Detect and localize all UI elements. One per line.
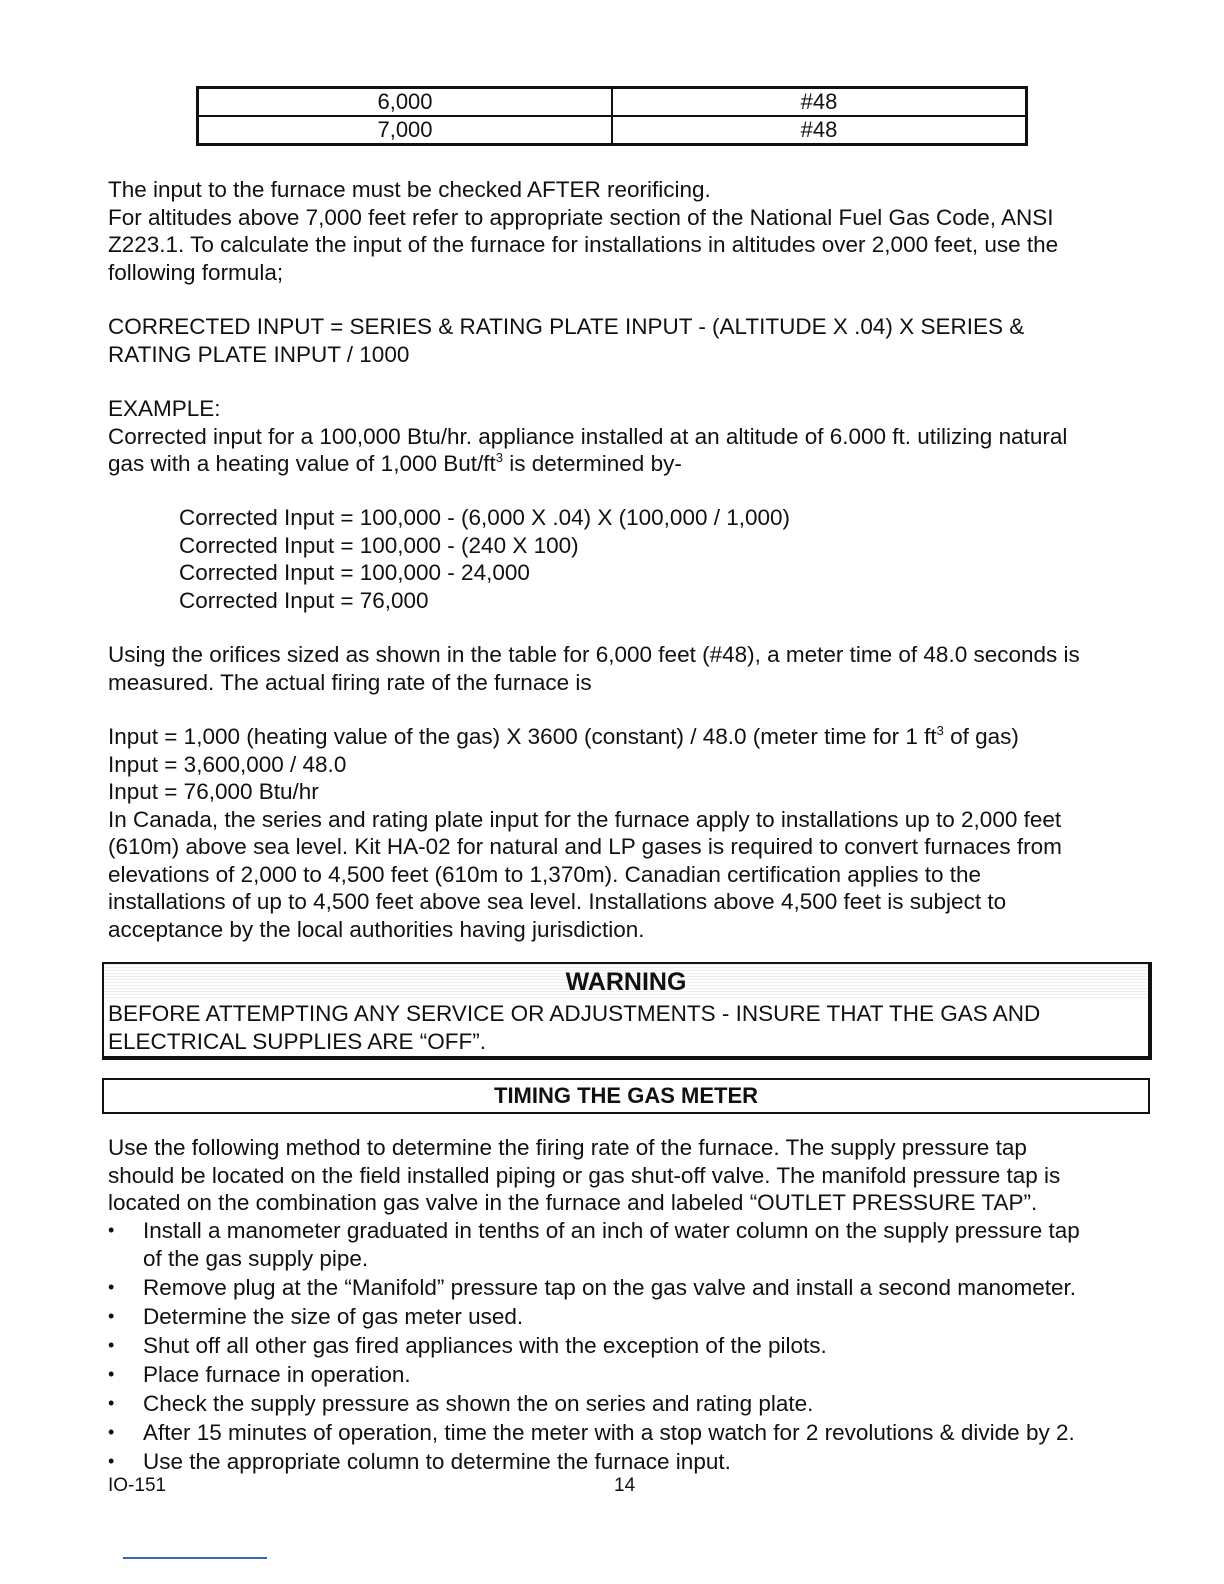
text-line [108,723,1062,751]
text-line: Remove plug at the “Manifold” pressure tap on the gas valve and install a second manometer. [143,1274,1077,1300]
superscript: 3 [495,450,503,465]
text-line: Determine the size of gas meter used. [143,1303,524,1329]
section-intro [108,1134,1060,1217]
table-row [198,88,1027,117]
calc-line: Corrected Input = 100,000 - (6,000 X .04) X (100,000 / 1,000) [179,505,791,530]
calc-line: Corrected Input = 100,000 - 24,000 [179,560,530,585]
bullet-icon: • [108,1334,115,1355]
text-line: Use the following method to determine the firing rate of the furnace. The supply pressure tap [108,1135,1027,1160]
canada-line: elevations of 2,000 to 4,500 feet (610m to 1,370m). Canadian certification applies to the [108,861,982,887]
formula-block [108,313,1024,368]
calculation-block [179,504,790,614]
list-item [108,1361,1080,1389]
document-id: IO-151 [108,1475,167,1496]
canada-line: (610m) above sea level. Kit HA-02 for natural and LP gases is required to convert furnaces from [108,834,1062,859]
section-title: TIMING THE GAS METER [494,1083,758,1108]
canada-line: acceptance by the local authorities having jurisdiction. [108,916,645,942]
table-cell-orifice: #48 [612,88,1027,117]
table-row [198,116,1027,145]
text-line: located on the combination gas valve in the furnace and labeled “OUTLET PRESSURE TAP”. [108,1190,1038,1215]
table-cell-altitude: 6,000 [198,88,613,117]
text-line: Z223.1. To calculate the input of the furnace for installations in altitudes over 2,000 feet, use the [108,232,1059,257]
text-line: Input = 76,000 Btu/hr [108,779,319,804]
text-fragment: gas with a heating value of 1,000 But/ft [108,451,496,476]
calc-line: Corrected Input = 76,000 [179,587,429,613]
text-line: measured. The actual firing rate of the furnace is [108,669,592,695]
list-item [108,1332,1080,1360]
text-line: Use the appropriate column to determine the furnace input. [143,1448,731,1474]
text-line: Check the supply pressure as shown the on series and rating plate. [143,1390,814,1416]
list-item [108,1274,1080,1302]
input-calculation [108,723,1062,943]
text-line: Place furnace in operation. [143,1361,411,1387]
table-cell-orifice: #48 [612,116,1027,145]
text-line: should be located on the field installed piping or gas shut-off valve. The manifold pressure tap is [108,1162,1061,1188]
text-line [108,450,1067,478]
page-number: 14 [614,1475,636,1496]
list-item [108,1217,1080,1272]
text-line: BEFORE ATTEMPTING ANY SERVICE OR ADJUSTMENTS - INSURE THAT THE GAS AND [108,1001,1041,1026]
bullet-icon: • [108,1392,115,1413]
orifice-paragraph [108,641,1080,696]
text-line: Input = 3,600,000 / 48.0 [108,751,347,777]
list-item [108,1448,1080,1476]
example-heading: EXAMPLE: [108,396,221,421]
text-line: CORRECTED INPUT = SERIES & RATING PLATE INPUT - (ALTITUDE X .04) X SERIES & [108,314,1025,339]
decorative-underline [123,1557,267,1559]
text-line: Using the orifices sized as shown in the table for 6,000 feet (#48), a meter time of 48.0 seconds is [108,642,1080,667]
warning-text [108,1000,1040,1055]
calc-line: Corrected Input = 100,000 - (240 X 100) [179,532,579,558]
list-item [108,1390,1080,1418]
text-line: After 15 minutes of operation, time the meter with a stop watch for 2 revolutions & divide by 2. [143,1419,1075,1445]
example-block [108,395,1067,478]
text-line: Corrected input for a 100,000 Btu/hr. appliance installed at an altitude of 6.000 ft. utilizing natural [108,423,1068,449]
steps-list-container [108,1217,1080,1475]
list-item [108,1419,1080,1447]
bullet-icon: • [108,1363,115,1384]
list-item [108,1303,1080,1331]
text-line: For altitudes above 7,000 feet refer to appropriate section of the National Fuel Gas Code, ANSI [108,204,1054,230]
table-cell-altitude: 7,000 [198,116,613,145]
text-line: of the gas supply pipe. [143,1245,369,1271]
text-fragment: of gas) [943,724,1019,749]
section-header [102,1078,1150,1114]
text-fragment: Input = 1,000 (heating value of the gas) X 3600 (constant) / 48.0 (meter time for 1 ft [108,724,937,749]
bullet-icon: • [108,1450,115,1471]
warning-title: WARNING [565,968,687,996]
text-line: Shut off all other gas fired appliances with the exception of the pilots. [143,1332,827,1358]
bullet-icon: • [108,1305,115,1326]
orifice-table [196,86,1028,146]
text-line: following formula; [108,259,284,285]
bullet-icon: • [108,1421,115,1442]
superscript: 3 [936,723,944,738]
bullet-icon: • [108,1276,115,1297]
bullet-icon: • [108,1220,115,1240]
steps-list [108,1217,1080,1475]
canada-line: installations of up to 4,500 feet above sea level. Installations above 4,500 feet is subject to [108,889,1007,914]
text-line: Install a manometer graduated in tenths of an inch of water column on the supply pressure tap [143,1218,1080,1243]
text-line: The input to the furnace must be checked AFTER reorificing. [108,177,711,202]
intro-paragraph [108,176,1058,286]
canada-line: In Canada, the series and rating plate input for the furnace apply to installations up to 2,000 feet [108,806,1062,832]
text-fragment: is determined by- [503,451,682,476]
text-line: ELECTRICAL SUPPLIES ARE “OFF”. [108,1028,487,1054]
text-line: RATING PLATE INPUT / 1000 [108,341,410,367]
warning-box [102,962,1152,1060]
